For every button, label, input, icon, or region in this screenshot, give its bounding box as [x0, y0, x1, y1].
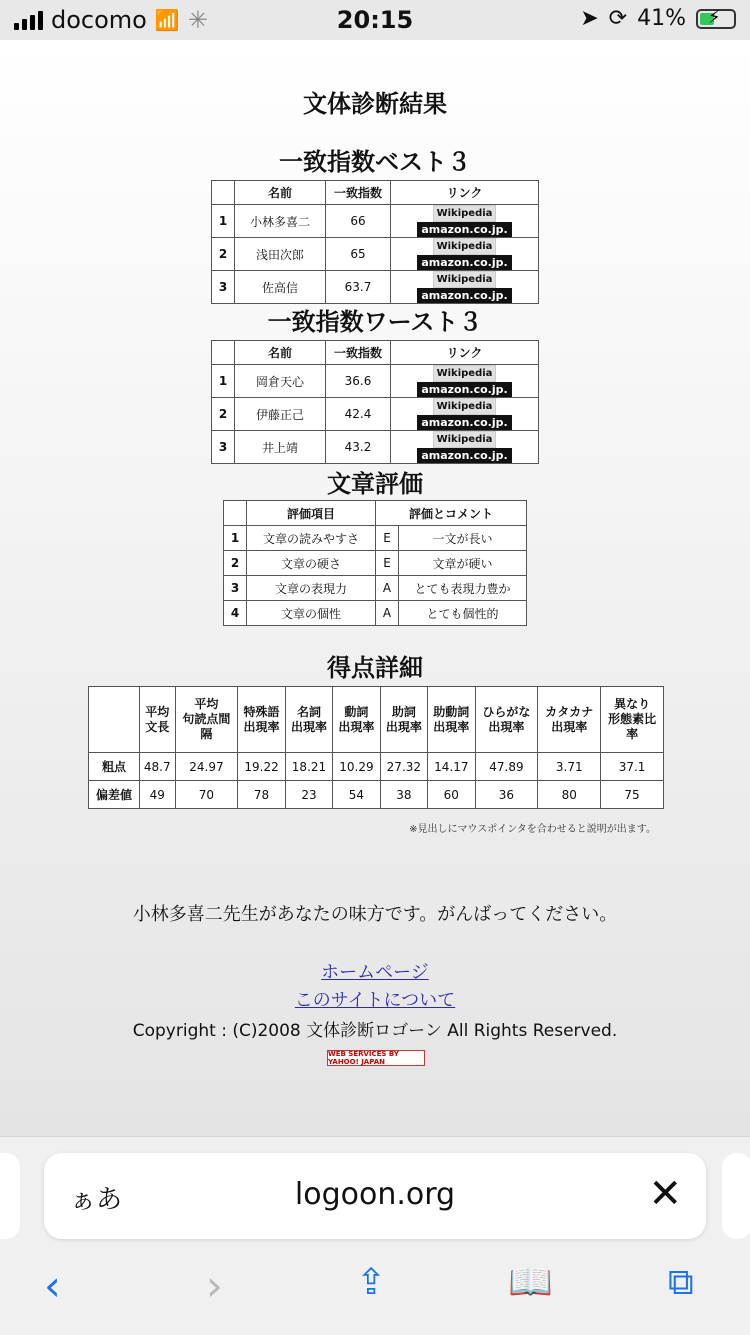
name-cell: 小林多喜二: [235, 205, 326, 238]
no-cell: 2: [224, 551, 247, 576]
raw-value-cell: 18.21: [285, 753, 332, 781]
score-cell: 63.7: [326, 271, 391, 304]
wikipedia-link[interactable]: Wikipedia: [433, 271, 497, 288]
table-row: [224, 551, 527, 576]
score-header[interactable]: [333, 687, 380, 753]
comment-cell: 一文が長い: [399, 526, 527, 551]
rank-cell: 2: [212, 398, 235, 431]
item-cell: 文章の読みやすさ: [247, 526, 376, 551]
corner-cell: [212, 341, 235, 365]
prev-tab-stub[interactable]: [0, 1153, 20, 1239]
grade-cell: E: [376, 526, 399, 551]
best3-table: [211, 180, 539, 304]
score-header[interactable]: [475, 687, 538, 753]
amazon-link[interactable]: amazon.co.jp.: [417, 415, 511, 430]
score-header-line: 出現率: [488, 719, 525, 734]
support-message: 小林多喜二先生があなたの味方です。がんばってください。: [132, 904, 618, 925]
wifi-icon: 📶: [154, 8, 180, 32]
score-header-line: ひらがな: [482, 704, 531, 719]
rank-cell: 1: [212, 365, 235, 398]
score-header-line: 出現率: [551, 719, 588, 734]
worst3-table: [211, 340, 539, 464]
raw-value-cell: 10.29: [333, 753, 380, 781]
raw-value-cell: 19.22: [238, 753, 285, 781]
browser-toolbar: [0, 1136, 750, 1335]
bookmarks-icon[interactable]: 📖: [508, 1262, 553, 1303]
dev-value-cell: 38: [380, 781, 427, 809]
score-header-line: 平均: [194, 697, 219, 711]
status-bar: [0, 0, 750, 40]
score-cell: 42.4: [326, 398, 391, 431]
score-cell: 66: [326, 205, 391, 238]
dev-value-cell: 70: [175, 781, 238, 809]
link-cell: [391, 365, 539, 398]
raw-value-cell: 14.17: [428, 753, 475, 781]
next-tab-stub[interactable]: [722, 1153, 750, 1239]
score-header-line: 文長: [145, 719, 170, 734]
score-header-line: 特殊語: [243, 704, 280, 719]
header-name: 名前: [235, 341, 326, 365]
amazon-link[interactable]: amazon.co.jp.: [417, 382, 511, 397]
about-link[interactable]: このサイトについて: [294, 990, 456, 1011]
corner-cell: [224, 501, 247, 526]
loading-icon: ✳: [187, 6, 208, 34]
score-header-line: 句読点間: [182, 712, 231, 726]
evaluation-table: [223, 500, 527, 626]
table-row: [212, 205, 539, 238]
web-content: [0, 40, 750, 1136]
page-title: 文体診断結果: [303, 90, 447, 118]
item-cell: 文章の表現力: [247, 576, 376, 601]
amazon-link[interactable]: amazon.co.jp.: [417, 288, 511, 303]
no-cell: 1: [224, 526, 247, 551]
raw-label: 粗点: [89, 753, 140, 781]
text-size-button[interactable]: ぁあ: [70, 1185, 123, 1215]
share-icon[interactable]: ⇪: [356, 1262, 387, 1303]
raw-value-cell: 48.7: [140, 753, 176, 781]
table-row: [224, 601, 527, 626]
link-cell: [391, 271, 539, 304]
score-header-line: カタカナ: [545, 704, 594, 719]
wikipedia-link[interactable]: Wikipedia: [433, 431, 497, 448]
wikipedia-link[interactable]: Wikipedia: [433, 365, 497, 382]
score-header-line: 助詞: [391, 704, 416, 719]
name-cell: 佐高信: [235, 271, 326, 304]
score-header-line: 出現率: [338, 719, 375, 734]
rotation-lock-icon: ⟳: [608, 6, 628, 31]
raw-value-cell: 37.1: [601, 753, 664, 781]
grade-cell: E: [376, 551, 399, 576]
evaluation-title: 文章評価: [327, 470, 423, 498]
score-header-line: 動詞: [344, 704, 369, 719]
table-row: [224, 576, 527, 601]
item-cell: 文章の個性: [247, 601, 376, 626]
location-icon: ➤: [580, 6, 599, 31]
header-link: リンク: [391, 181, 539, 205]
score-header[interactable]: [175, 687, 238, 753]
header-name: 名前: [235, 181, 326, 205]
clock: 20:15: [336, 6, 414, 34]
grade-cell: A: [376, 601, 399, 626]
name-cell: 伊藤正己: [235, 398, 326, 431]
grade-cell: A: [376, 576, 399, 601]
rank-cell: 2: [212, 238, 235, 271]
link-cell: [391, 398, 539, 431]
battery-icon: ⚡: [696, 9, 736, 29]
close-icon[interactable]: ✕: [648, 1171, 682, 1217]
address-bar[interactable]: [44, 1153, 706, 1239]
score-header-line: 出現率: [433, 719, 470, 734]
battery-percent: 41%: [637, 6, 686, 31]
raw-value-cell: 3.71: [538, 753, 601, 781]
comment-cell: とても表現力豊か: [399, 576, 527, 601]
score-table: [88, 686, 664, 809]
score-header-line: 隔: [200, 727, 213, 741]
table-row: [224, 526, 527, 551]
score-header-line: 助動詞: [433, 704, 470, 719]
copyright: Copyright : (C)2008 文体診断ロゴーン All Rights Reserved.: [132, 1021, 618, 1041]
score-header-line: 出現率: [243, 719, 280, 734]
rank-cell: 3: [212, 431, 235, 464]
dev-value-cell: 80: [538, 781, 601, 809]
no-cell: 3: [224, 576, 247, 601]
status-right: [580, 6, 736, 31]
home-link[interactable]: ホームページ: [321, 962, 429, 983]
raw-value-cell: 24.97: [175, 753, 238, 781]
header-score: 一致指数: [326, 181, 391, 205]
back-icon[interactable]: ‹: [44, 1261, 61, 1310]
score-header[interactable]: [601, 687, 664, 753]
score-header[interactable]: [140, 687, 176, 753]
score-header-line: 率: [626, 727, 639, 741]
wikipedia-link[interactable]: Wikipedia: [433, 398, 497, 415]
worst3-title: 一致指数ワースト３: [267, 308, 483, 336]
dev-value-cell: 75: [601, 781, 664, 809]
corner-cell: [212, 181, 235, 205]
score-header-line: 異なり: [614, 697, 651, 711]
no-cell: 4: [224, 601, 247, 626]
score-header-line: 出現率: [385, 719, 422, 734]
carrier-name: docomo: [51, 6, 147, 34]
table-row: [212, 431, 539, 464]
score-header-line: 平均: [145, 704, 170, 719]
dev-value-cell: 54: [333, 781, 380, 809]
score-header[interactable]: [428, 687, 475, 753]
dev-value-cell: 36: [475, 781, 538, 809]
hint-note: ※見出しにマウスポインタを合わせると説明が出ます。: [409, 824, 656, 835]
item-cell: 文章の硬さ: [247, 551, 376, 576]
score-header-line: 名詞: [296, 704, 321, 719]
best3-title: 一致指数ベスト３: [279, 148, 471, 176]
yahoo-badge[interactable]: WEB SERVICES BY YAHOO! JAPAN: [327, 1050, 425, 1066]
dev-label: 偏差値: [89, 781, 140, 809]
rank-cell: 1: [212, 205, 235, 238]
amazon-link[interactable]: amazon.co.jp.: [417, 222, 511, 237]
name-cell: 井上靖: [235, 431, 326, 464]
link-cell: [391, 431, 539, 464]
score-cell: 43.2: [326, 431, 391, 464]
comment-cell: 文章が硬い: [399, 551, 527, 576]
header-item: 評価項目: [247, 501, 376, 526]
link-cell: [391, 205, 539, 238]
score-header[interactable]: [538, 687, 601, 753]
header-comment: 評価とコメント: [376, 501, 527, 526]
score-header[interactable]: [380, 687, 427, 753]
table-row: [212, 238, 539, 271]
score-cell: 65: [326, 238, 391, 271]
corner-cell: [89, 687, 140, 753]
header-score: 一致指数: [326, 341, 391, 365]
score-header[interactable]: [285, 687, 332, 753]
amazon-link[interactable]: amazon.co.jp.: [417, 255, 511, 270]
raw-value-cell: 27.32: [380, 753, 427, 781]
score-header-line: 形態素比: [608, 712, 657, 726]
amazon-link[interactable]: amazon.co.jp.: [417, 448, 511, 463]
score-header-line: 出現率: [290, 719, 327, 734]
name-cell: 岡倉天心: [235, 365, 326, 398]
forward-icon[interactable]: ›: [206, 1261, 223, 1310]
wikipedia-link[interactable]: Wikipedia: [433, 205, 497, 222]
link-cell: [391, 238, 539, 271]
url-domain[interactable]: logoon.org: [294, 1177, 456, 1212]
dev-value-cell: 23: [285, 781, 332, 809]
dev-value-cell: 60: [428, 781, 475, 809]
score-header[interactable]: [238, 687, 285, 753]
dev-value-cell: 78: [238, 781, 285, 809]
dev-value-cell: 49: [140, 781, 176, 809]
rank-cell: 3: [212, 271, 235, 304]
header-link: リンク: [391, 341, 539, 365]
tabs-icon[interactable]: ⧉: [668, 1262, 694, 1303]
table-row: [212, 398, 539, 431]
score-cell: 36.6: [326, 365, 391, 398]
name-cell: 浅田次郎: [235, 238, 326, 271]
wikipedia-link[interactable]: Wikipedia: [433, 238, 497, 255]
table-row: [212, 365, 539, 398]
raw-value-cell: 47.89: [475, 753, 538, 781]
score-title: 得点詳細: [327, 654, 423, 682]
comment-cell: とても個性的: [399, 601, 527, 626]
table-row: [212, 271, 539, 304]
